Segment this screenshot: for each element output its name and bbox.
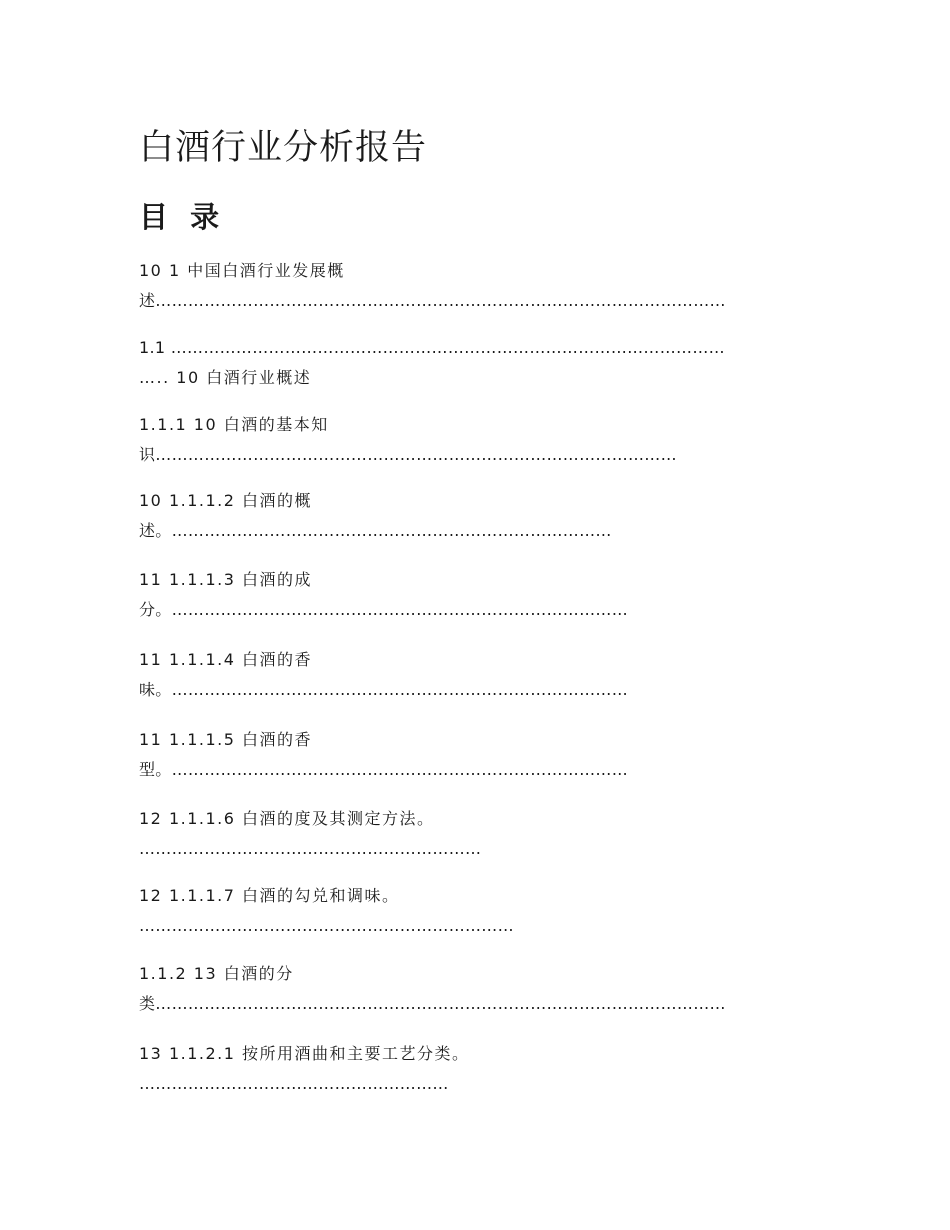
toc-entry-line-2: 识…………………………………………………………………………………… xyxy=(139,445,677,464)
toc-entry-line-2: ….. 10 白酒行业概述 xyxy=(139,368,312,387)
toc-entry-line-1: 1.1.1 10 白酒的基本知 xyxy=(139,415,329,434)
toc-entry[interactable] xyxy=(139,1039,839,1099)
toc-entry-line-1: 11 1.1.1.5 白酒的香 xyxy=(139,730,313,749)
toc-heading: 目 录 xyxy=(139,200,226,234)
toc-entry[interactable] xyxy=(139,333,839,393)
toc-entry-line-1: 11 1.1.1.4 白酒的香 xyxy=(139,650,313,669)
toc-entry[interactable] xyxy=(139,565,839,625)
toc-entry-line-1: 1.1.2 13 白酒的分 xyxy=(139,964,294,983)
toc-entry-line-2: ………………………………………………… xyxy=(139,1074,449,1093)
toc-entry-line-2: 型。………………………………………………………………………… xyxy=(139,760,628,779)
toc-entry-line-1: 12 1.1.1.7 白酒的勾兑和调味。 xyxy=(139,886,400,905)
toc-entry-line-1: 13 1.1.2.1 按所用酒曲和主要工艺分类。 xyxy=(139,1044,470,1063)
toc-entry[interactable] xyxy=(139,410,839,470)
toc-entry[interactable] xyxy=(139,881,839,941)
toc-entry[interactable] xyxy=(139,725,839,785)
toc-entry-line-1: 1.1 ………………………………………………………………………………………… xyxy=(139,338,725,357)
toc-entry-line-2: 味。………………………………………………………………………… xyxy=(139,680,628,699)
toc-entry-line-2: 述…………………………………………………………………………………………… xyxy=(139,291,726,310)
toc-entry[interactable] xyxy=(139,959,839,1019)
toc-entry[interactable] xyxy=(139,256,839,316)
toc-entry-line-2: …………………………………………………………… xyxy=(139,916,514,935)
toc-entry[interactable] xyxy=(139,804,839,864)
toc-entry-line-1: 12 1.1.1.6 白酒的度及其测定方法。 xyxy=(139,809,435,828)
toc-entry-line-1: 10 1 中国白酒行业发展概 xyxy=(139,261,345,280)
toc-entry-line-2: 类…………………………………………………………………………………………… xyxy=(139,994,726,1013)
toc-entry-line-2: 分。………………………………………………………………………… xyxy=(139,600,628,619)
toc-entry-line-1: 11 1.1.1.3 白酒的成 xyxy=(139,570,313,589)
toc-entry[interactable] xyxy=(139,645,839,705)
toc-entry-line-2: 述。……………………………………………………………………… xyxy=(139,521,612,540)
toc-entry-line-2: ……………………………………………………… xyxy=(139,839,482,858)
toc-entry[interactable] xyxy=(139,486,839,546)
toc-entry-line-1: 10 1.1.1.2 白酒的概 xyxy=(139,491,313,510)
document-title: 白酒行业分析报告 xyxy=(139,128,428,168)
